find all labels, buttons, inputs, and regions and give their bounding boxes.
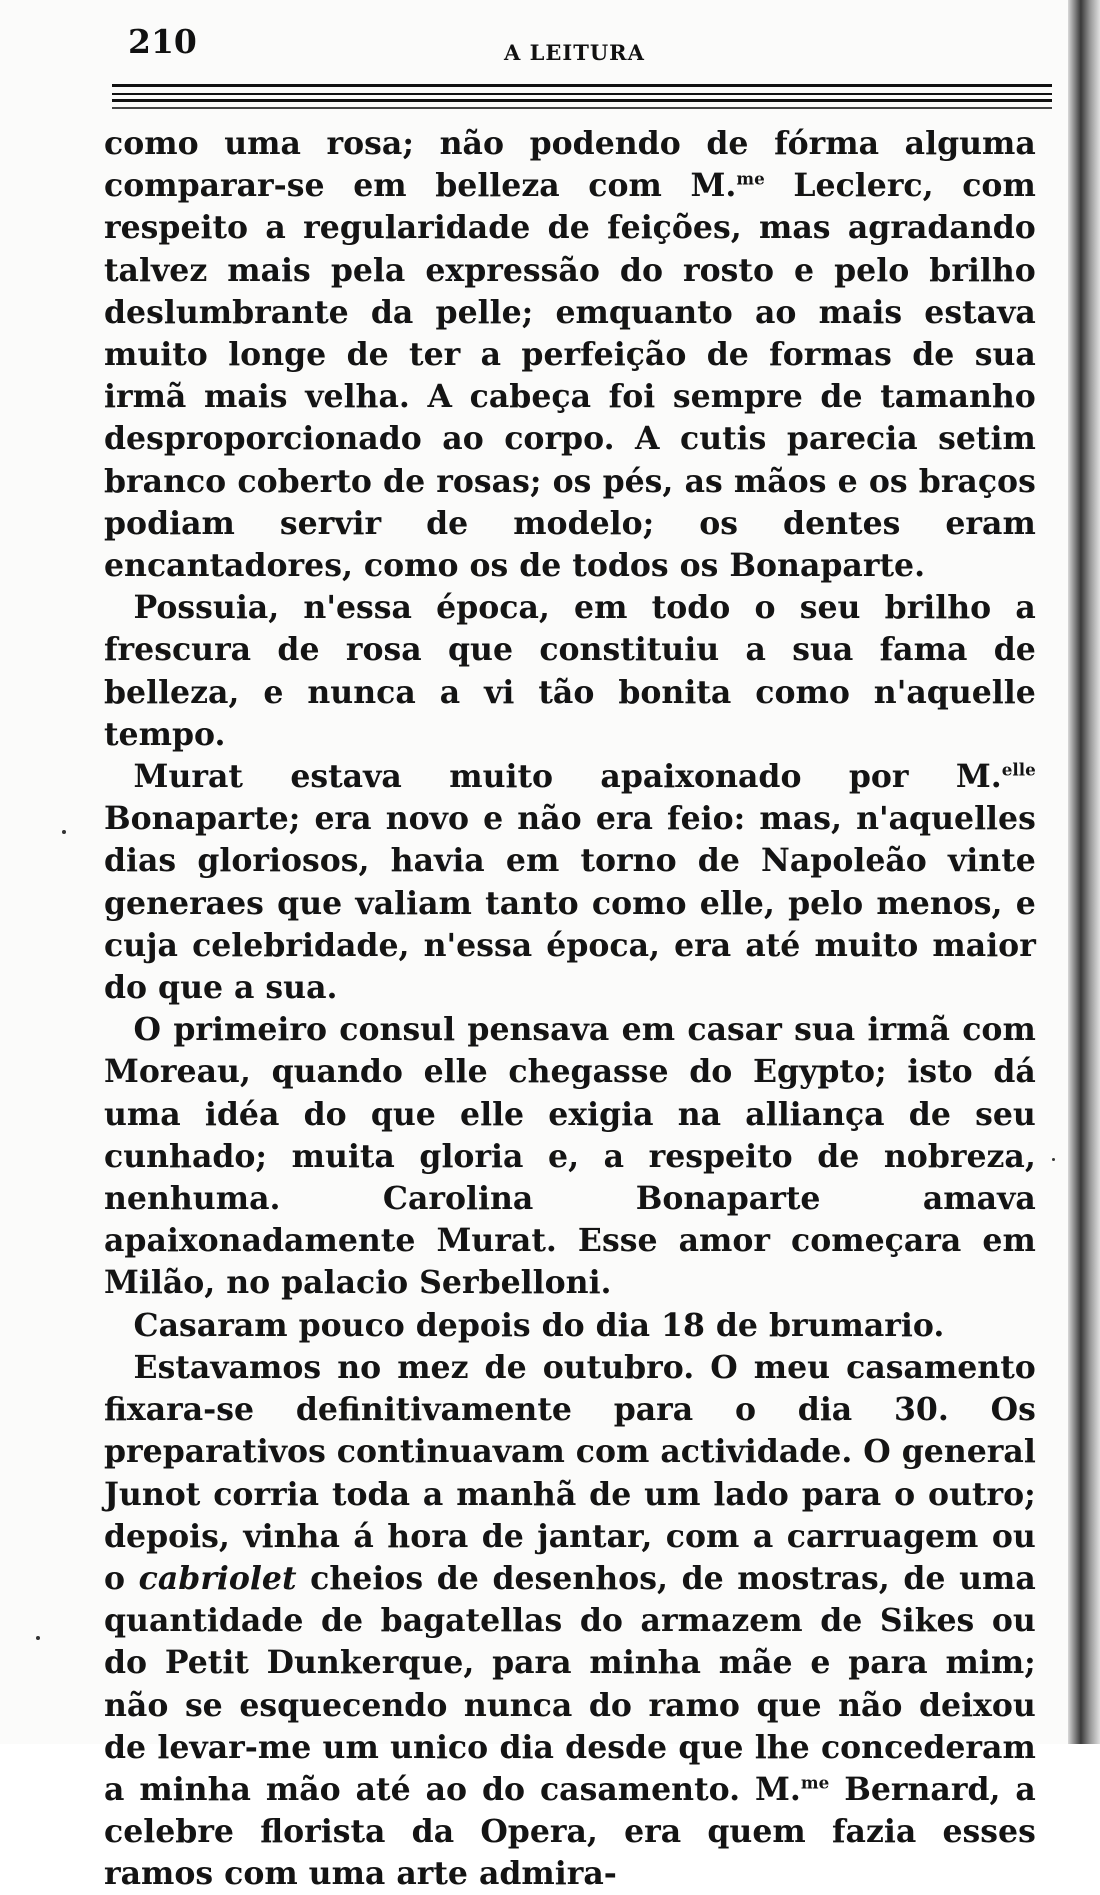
page-number: 210 (128, 22, 197, 61)
paragraph-1-text-a: como uma rosa; não podendo de fórma alguma comparar-se em belleza com M. (104, 124, 1036, 205)
paragraph-3 (104, 755, 1036, 1008)
superscript-me-2: me (800, 1773, 830, 1794)
paragraph-1-text-b: Leclerc, com respeito a regularidade de feições, mas agradando talvez mais pela expressão do rosto e pelo brilho deslumbrante da pelle; emquanto ao mais estava muito longe de ter a perfeição de formas de sua irmã mais velha. A cabeça foi sempre de tamanho desproporcionado ao corpo. A cutis parecia setim branco coberto de rosas; os pés, as mãos e os braços podiam servir de modelo; os dentes eram encantadores, como os de todos os Bonaparte. (104, 166, 1036, 585)
paragraph-6 (104, 1346, 1036, 1895)
paragraph-2: Possuia, n'essa época, em todo o seu brilho a frescura de rosa que constituiu a sua fama de belleza, e nunca a vi tão bonita como n'aquelle tempo. (104, 588, 1036, 753)
header-rule-4 (112, 107, 1052, 109)
paragraph-1 (104, 122, 1036, 586)
paragraph-6-text-a: Estavamos no mez de outubro. O meu casamento fixara-se definitivamente para o dia 30. Os preparativos continuavam com actividade. O general Junot corria toda a manhã de um lado para o outro; depois, vinha á hora de jantar, com a carruagem ou o (104, 1347, 1036, 1597)
paragraph-6-text-b: cheios de desenhos, de mostras, de uma quantidade de bagatellas do armazem de Sikes ou do Petit Dunkerque, para minha mãe e para mim; não se esquecendo nunca do ramo que não deixou de levar-me um unico dia desde que lhe concederam a minha mão até ao do casamento. M. (104, 1558, 1036, 1808)
print-speck (36, 1636, 40, 1640)
superscript-elle: elle (1001, 760, 1036, 781)
print-speck (62, 830, 66, 834)
paragraph-5: Casaram pouco depois do dia 18 de brumario. (133, 1305, 945, 1344)
paragraph-4: O primeiro consul pensava em casar sua irmã com Moreau, quando elle chegasse do Egypto; isto dá uma idéa do que elle exigia na alliança de seu cunhado; muita gloria e, a respeito de nobreza, nenhuma. Carolina Bonaparte amava apaixonadamente Murat. Esse amor começara em Milão, no palacio Serbelloni. (104, 1010, 1036, 1302)
italic-cabriolet: cabriolet (138, 1558, 297, 1597)
print-speck (1052, 1158, 1055, 1161)
paragraph-3-text-a: Murat estava muito apaixonado por M. (133, 757, 1002, 796)
header-rule-2 (112, 93, 1052, 95)
page-binding-edge (1068, 0, 1100, 1744)
paragraph-3-text-b: Bonaparte; era novo e não era feio: mas, n'aquelles dias gloriosos, havia em torno de Napoleão vinte generaes que valiam tanto como elle, pelo menos, e cuja celebridade, n'essa época, era até muito maior do que a sua. (104, 799, 1036, 1007)
paragraph-6-text-c: Bernard, a celebre florista da Opera, era quem fazia esses ramos com uma arte admira- (104, 1769, 1036, 1893)
body-text (104, 122, 1036, 1895)
running-head: A LEITURA (504, 40, 645, 65)
header-rule-3 (112, 99, 1052, 102)
superscript-me: me (736, 169, 765, 190)
header-rule-1 (112, 84, 1052, 87)
